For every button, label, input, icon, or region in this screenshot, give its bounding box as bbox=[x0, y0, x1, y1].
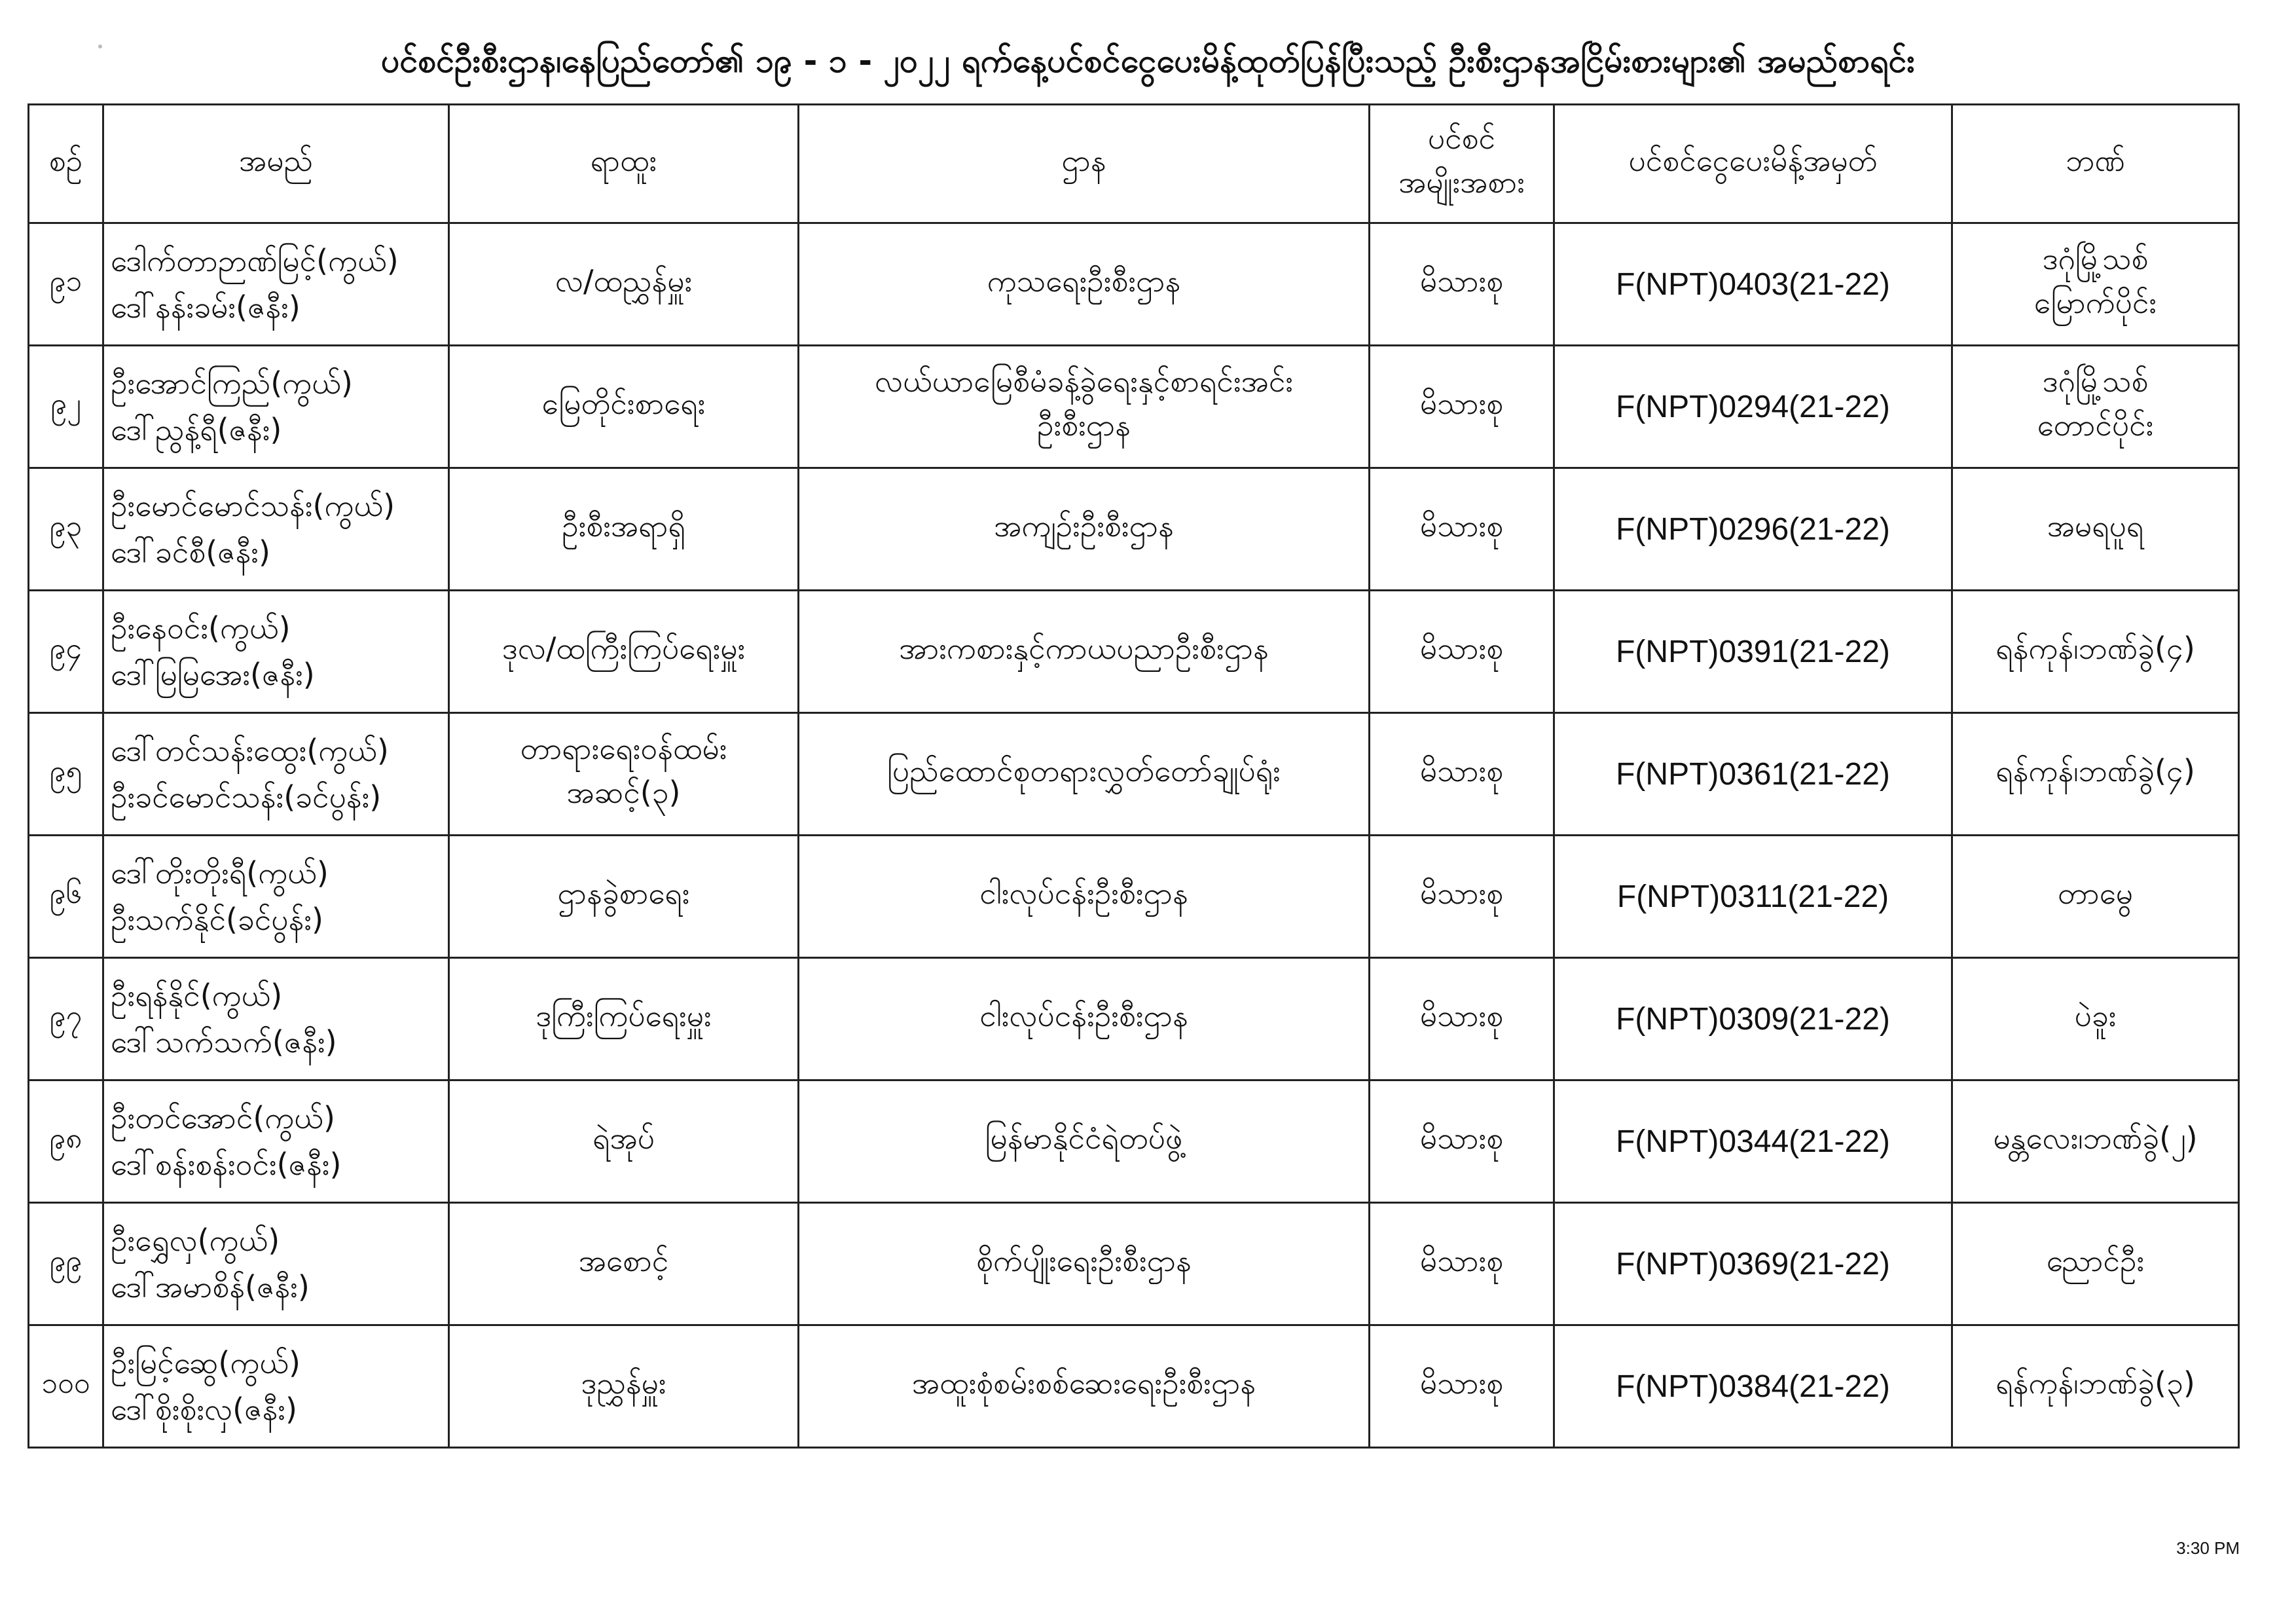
rank-line1: အစောင့် bbox=[578, 1242, 669, 1278]
header-license: ပင်စင်ငွေပေးမိန့်အမှတ် bbox=[1554, 105, 1952, 223]
department-cell bbox=[799, 468, 1370, 591]
pension-type: မိသားစု bbox=[1370, 836, 1554, 958]
header-no: စဉ် bbox=[29, 105, 103, 223]
spouse-name: ဒေါ်နန်းခမ်း(ဇနီး) bbox=[111, 289, 301, 325]
rank-line1: တာရားရေးဝန်ထမ်း bbox=[520, 731, 727, 766]
rank-cell bbox=[449, 591, 799, 713]
bank-line1: ညောင်ဦး bbox=[2046, 1242, 2145, 1278]
license-number: F(NPT)0311(21-22) bbox=[1554, 836, 1952, 958]
license-number: F(NPT)0294(21-22) bbox=[1554, 346, 1952, 468]
rank-line1: မြေတိုင်းစာရေး bbox=[541, 385, 706, 421]
department-cell bbox=[799, 958, 1370, 1080]
department-line1: အထူးစုံစမ်းစစ်ဆေးရေးဦးစီးဌာန bbox=[911, 1365, 1256, 1401]
deceased-name: ဒေါ်တိုးတိုးရီ(ကွယ်) bbox=[111, 855, 329, 891]
deceased-name: ဦးမောင်မောင်သန်း(ကွယ်) bbox=[111, 487, 395, 523]
department-cell bbox=[799, 223, 1370, 346]
bank-line1: အမရပူရ bbox=[2047, 507, 2144, 544]
table-row bbox=[29, 1325, 2239, 1448]
bank-cell bbox=[1952, 1080, 2239, 1203]
department-cell bbox=[799, 1203, 1370, 1325]
spouse-name: ဦးခင်မောင်သန်း(ခင်ပွန်း) bbox=[111, 779, 382, 815]
rank-cell bbox=[449, 1203, 799, 1325]
pensioner-name bbox=[103, 713, 449, 836]
department-cell bbox=[799, 836, 1370, 958]
department-line1: ကုသရေးဦးစီးဌာန bbox=[987, 263, 1181, 299]
spouse-name: ဦးသက်နိုင်(ခင်ပွန်း) bbox=[111, 902, 323, 937]
department-cell bbox=[799, 1080, 1370, 1203]
pensioner-name bbox=[103, 1080, 449, 1203]
bank-line1: ဒဂုံမြို့သစ် bbox=[2042, 241, 2149, 276]
table-row bbox=[29, 1203, 2239, 1325]
bank-cell bbox=[1952, 836, 2239, 958]
bank-cell bbox=[1952, 346, 2239, 468]
pension-type: မိသားစု bbox=[1370, 1080, 1554, 1203]
header-bank: ဘဏ် bbox=[1952, 105, 2239, 223]
table-row bbox=[29, 591, 2239, 713]
deceased-name: ဦးမြင့်ဆွေ(ကွယ်) bbox=[111, 1344, 301, 1380]
department-cell bbox=[799, 713, 1370, 836]
pensioner-name bbox=[103, 958, 449, 1080]
pension-type: မိသားစု bbox=[1370, 958, 1554, 1080]
row-number: ၉၅ bbox=[29, 713, 103, 836]
rank-line1: ဒုညွှန်မှူး bbox=[581, 1365, 666, 1401]
pensioner-name bbox=[103, 836, 449, 958]
spouse-name: ဒေါ်ခင်စီ(ဇနီး) bbox=[111, 534, 270, 570]
department-line1: လယ်ယာမြေစီမံခန့်ခွဲရေးနှင့်စာရင်းအင်း bbox=[874, 363, 1294, 399]
pension-type: မိသားစု bbox=[1370, 346, 1554, 468]
rank-cell bbox=[449, 836, 799, 958]
pension-type: မိသားစု bbox=[1370, 223, 1554, 346]
rank-cell bbox=[449, 958, 799, 1080]
license-number: F(NPT)0369(21-22) bbox=[1554, 1203, 1952, 1325]
license-number: F(NPT)0344(21-22) bbox=[1554, 1080, 1952, 1203]
pension-type: မိသားစု bbox=[1370, 1325, 1554, 1448]
rank-cell bbox=[449, 1325, 799, 1448]
deceased-name: ဦးတင်အောင်(ကွယ်) bbox=[111, 1099, 335, 1135]
row-number: ၉၇ bbox=[29, 958, 103, 1080]
row-number: ၁၀၀ bbox=[29, 1325, 103, 1448]
pension-type: မိသားစု bbox=[1370, 713, 1554, 836]
license-number: F(NPT)0361(21-22) bbox=[1554, 713, 1952, 836]
row-number: ၉၃ bbox=[29, 468, 103, 591]
bank-cell bbox=[1952, 468, 2239, 591]
department-line1: ပြည်ထောင်စုတရားလွှတ်တော်ချုပ်ရုံး bbox=[887, 752, 1281, 788]
spouse-name: ဒေါ်မြမြအေး(ဇနီး) bbox=[111, 657, 315, 692]
deceased-name: ဦးရန်နိုင်(ကွယ်) bbox=[111, 977, 283, 1013]
rank-line1: ရဲအုပ် bbox=[592, 1120, 655, 1156]
header-type-line1: ပင်စင် bbox=[1427, 120, 1496, 156]
license-number: F(NPT)0391(21-22) bbox=[1554, 591, 1952, 713]
deceased-name: ဦးရွှေလှ(ကွယ်) bbox=[111, 1222, 280, 1258]
spouse-name: ဒေါ်စိုးစိုးလှ(ဇနီး) bbox=[111, 1392, 297, 1427]
rank-line1: လ/ထညွှန်မှူး bbox=[555, 263, 693, 299]
bank-cell bbox=[1952, 591, 2239, 713]
header-row bbox=[29, 105, 2239, 223]
row-number: ၉၆ bbox=[29, 836, 103, 958]
bank-line1: ရန်ကုန်၊ဘဏ်ခွဲ(၄) bbox=[1995, 630, 2195, 666]
department-line2: ဦးစီးဌာန bbox=[1037, 407, 1131, 443]
bank-cell bbox=[1952, 713, 2239, 836]
row-number: ၉၄ bbox=[29, 591, 103, 713]
bank-line1: ရန်ကုန်၊ဘဏ်ခွဲ(၃) bbox=[1995, 1365, 2195, 1401]
bank-line2: မြောက်ပိုင်း bbox=[2033, 285, 2157, 320]
department-cell bbox=[799, 1325, 1370, 1448]
license-number: F(NPT)0384(21-22) bbox=[1554, 1325, 1952, 1448]
license-number: F(NPT)0403(21-22) bbox=[1554, 223, 1952, 346]
table-row bbox=[29, 836, 2239, 958]
pensioner-name bbox=[103, 468, 449, 591]
rank-cell bbox=[449, 346, 799, 468]
department-line1: ငါးလုပ်ငန်းဦးစီးဌာန bbox=[979, 997, 1188, 1033]
table-row bbox=[29, 958, 2239, 1080]
rank-line1: ဒုကြီးကြပ်ရေးမှူး bbox=[536, 997, 712, 1033]
pensioner-name bbox=[103, 223, 449, 346]
bank-cell bbox=[1952, 1203, 2239, 1325]
bank-cell bbox=[1952, 223, 2239, 346]
table-row bbox=[29, 468, 2239, 591]
rank-cell bbox=[449, 468, 799, 591]
deceased-name: ဦးအောင်ကြည်(ကွယ်) bbox=[111, 365, 353, 401]
header-rank: ရာထူး bbox=[449, 105, 799, 223]
pensioner-name bbox=[103, 1203, 449, 1325]
department-line1: အကျဉ်းဦးစီးဌာန bbox=[994, 507, 1174, 544]
rank-line2: အဆင့်(၃) bbox=[566, 775, 681, 810]
department-cell bbox=[799, 346, 1370, 468]
license-number: F(NPT)0296(21-22) bbox=[1554, 468, 1952, 591]
rank-line1: ဦးစီးအရာရှိ bbox=[562, 507, 685, 544]
table-row bbox=[29, 223, 2239, 346]
department-line1: စိုက်ပျိုးရေးဦးစီးဌာန bbox=[976, 1242, 1192, 1278]
rank-cell bbox=[449, 223, 799, 346]
rank-cell bbox=[449, 1080, 799, 1203]
rank-line1: ဌာနခွဲစာရေး bbox=[557, 875, 690, 911]
document-title: ပင်စင်ဦးစီးဌာန၊နေပြည်တော်၏ ၁၉ - ၁ - ၂၀၂၂ ရက်နေ့ပင်စင်ငွေပေးမိန့်ထုတ်ပြန်ပြီးသည့် ဦးစီးဌာနအငြိမ်းစားများ၏ အမည်စာရင်း bbox=[380, 42, 1916, 80]
header-name: အမည် bbox=[103, 105, 449, 223]
spouse-name: ဒေါ်သက်သက်(ဇနီး) bbox=[111, 1024, 337, 1060]
header-dept: ဌာန bbox=[799, 105, 1370, 223]
spouse-name: ဒေါ်စန်းစန်းဝင်း(ဇနီး) bbox=[111, 1147, 342, 1182]
row-number: ၉၉ bbox=[29, 1203, 103, 1325]
row-number: ၉၈ bbox=[29, 1080, 103, 1203]
department-line1: ငါးလုပ်ငန်းဦးစီးဌာန bbox=[979, 875, 1188, 911]
row-number: ၉၂ bbox=[29, 346, 103, 468]
pension-type: မိသားစု bbox=[1370, 591, 1554, 713]
spouse-name: ဒေါ်အမာစိန်(ဇနီး) bbox=[111, 1269, 310, 1304]
row-number: ၉၁ bbox=[29, 223, 103, 346]
pensioner-name bbox=[103, 591, 449, 713]
table-row bbox=[29, 713, 2239, 836]
header-type-line2: အမျိုးအစား bbox=[1398, 164, 1525, 200]
table-row bbox=[29, 1080, 2239, 1203]
bank-cell bbox=[1952, 1325, 2239, 1448]
table-row bbox=[29, 346, 2239, 468]
footer-time: 3:30 PM bbox=[2176, 1538, 2240, 1558]
license-number: F(NPT)0309(21-22) bbox=[1554, 958, 1952, 1080]
deceased-name: ဦးနေဝင်း(ကွယ်) bbox=[111, 610, 291, 646]
department-line1: မြန်မာနိုင်ငံရဲတပ်ဖွဲ့ bbox=[985, 1120, 1183, 1156]
rank-line1: ဒုလ/ထကြီးကြပ်ရေးမှူး bbox=[501, 630, 746, 666]
bank-line1: ရန်ကုန်၊ဘဏ်ခွဲ(၄) bbox=[1995, 752, 2195, 788]
bank-line1: တာမွေ bbox=[2058, 875, 2133, 911]
bank-line2: တောင်ပိုင်း bbox=[2037, 407, 2154, 443]
deceased-name: ဒေါ်တင်သန်းထွေး(ကွယ်) bbox=[111, 732, 389, 768]
department-cell bbox=[799, 591, 1370, 713]
rank-cell bbox=[449, 713, 799, 836]
pension-type: မိသားစု bbox=[1370, 468, 1554, 591]
spouse-name: ဒေါ်ညွန့်ရီ(ဇနီး) bbox=[111, 412, 282, 447]
bank-line1: ပဲခူး bbox=[2074, 997, 2117, 1033]
pension-table bbox=[27, 103, 2240, 1449]
pensioner-name bbox=[103, 1325, 449, 1448]
header-type bbox=[1370, 105, 1554, 223]
bank-line1: ဒဂုံမြို့သစ် bbox=[2042, 363, 2149, 399]
bank-line1: မန္တလေး၊ဘဏ်ခွဲ(၂) bbox=[1993, 1120, 2198, 1156]
bank-cell bbox=[1952, 958, 2239, 1080]
pension-type: မိသားစု bbox=[1370, 1203, 1554, 1325]
pensioner-name bbox=[103, 346, 449, 468]
department-line1: အားကစားနှင့်ကာယပညာဦးစီးဌာန bbox=[899, 630, 1269, 666]
deceased-name: ဒေါက်တာဉာဏ်မြင့်(ကွယ်) bbox=[111, 242, 399, 278]
